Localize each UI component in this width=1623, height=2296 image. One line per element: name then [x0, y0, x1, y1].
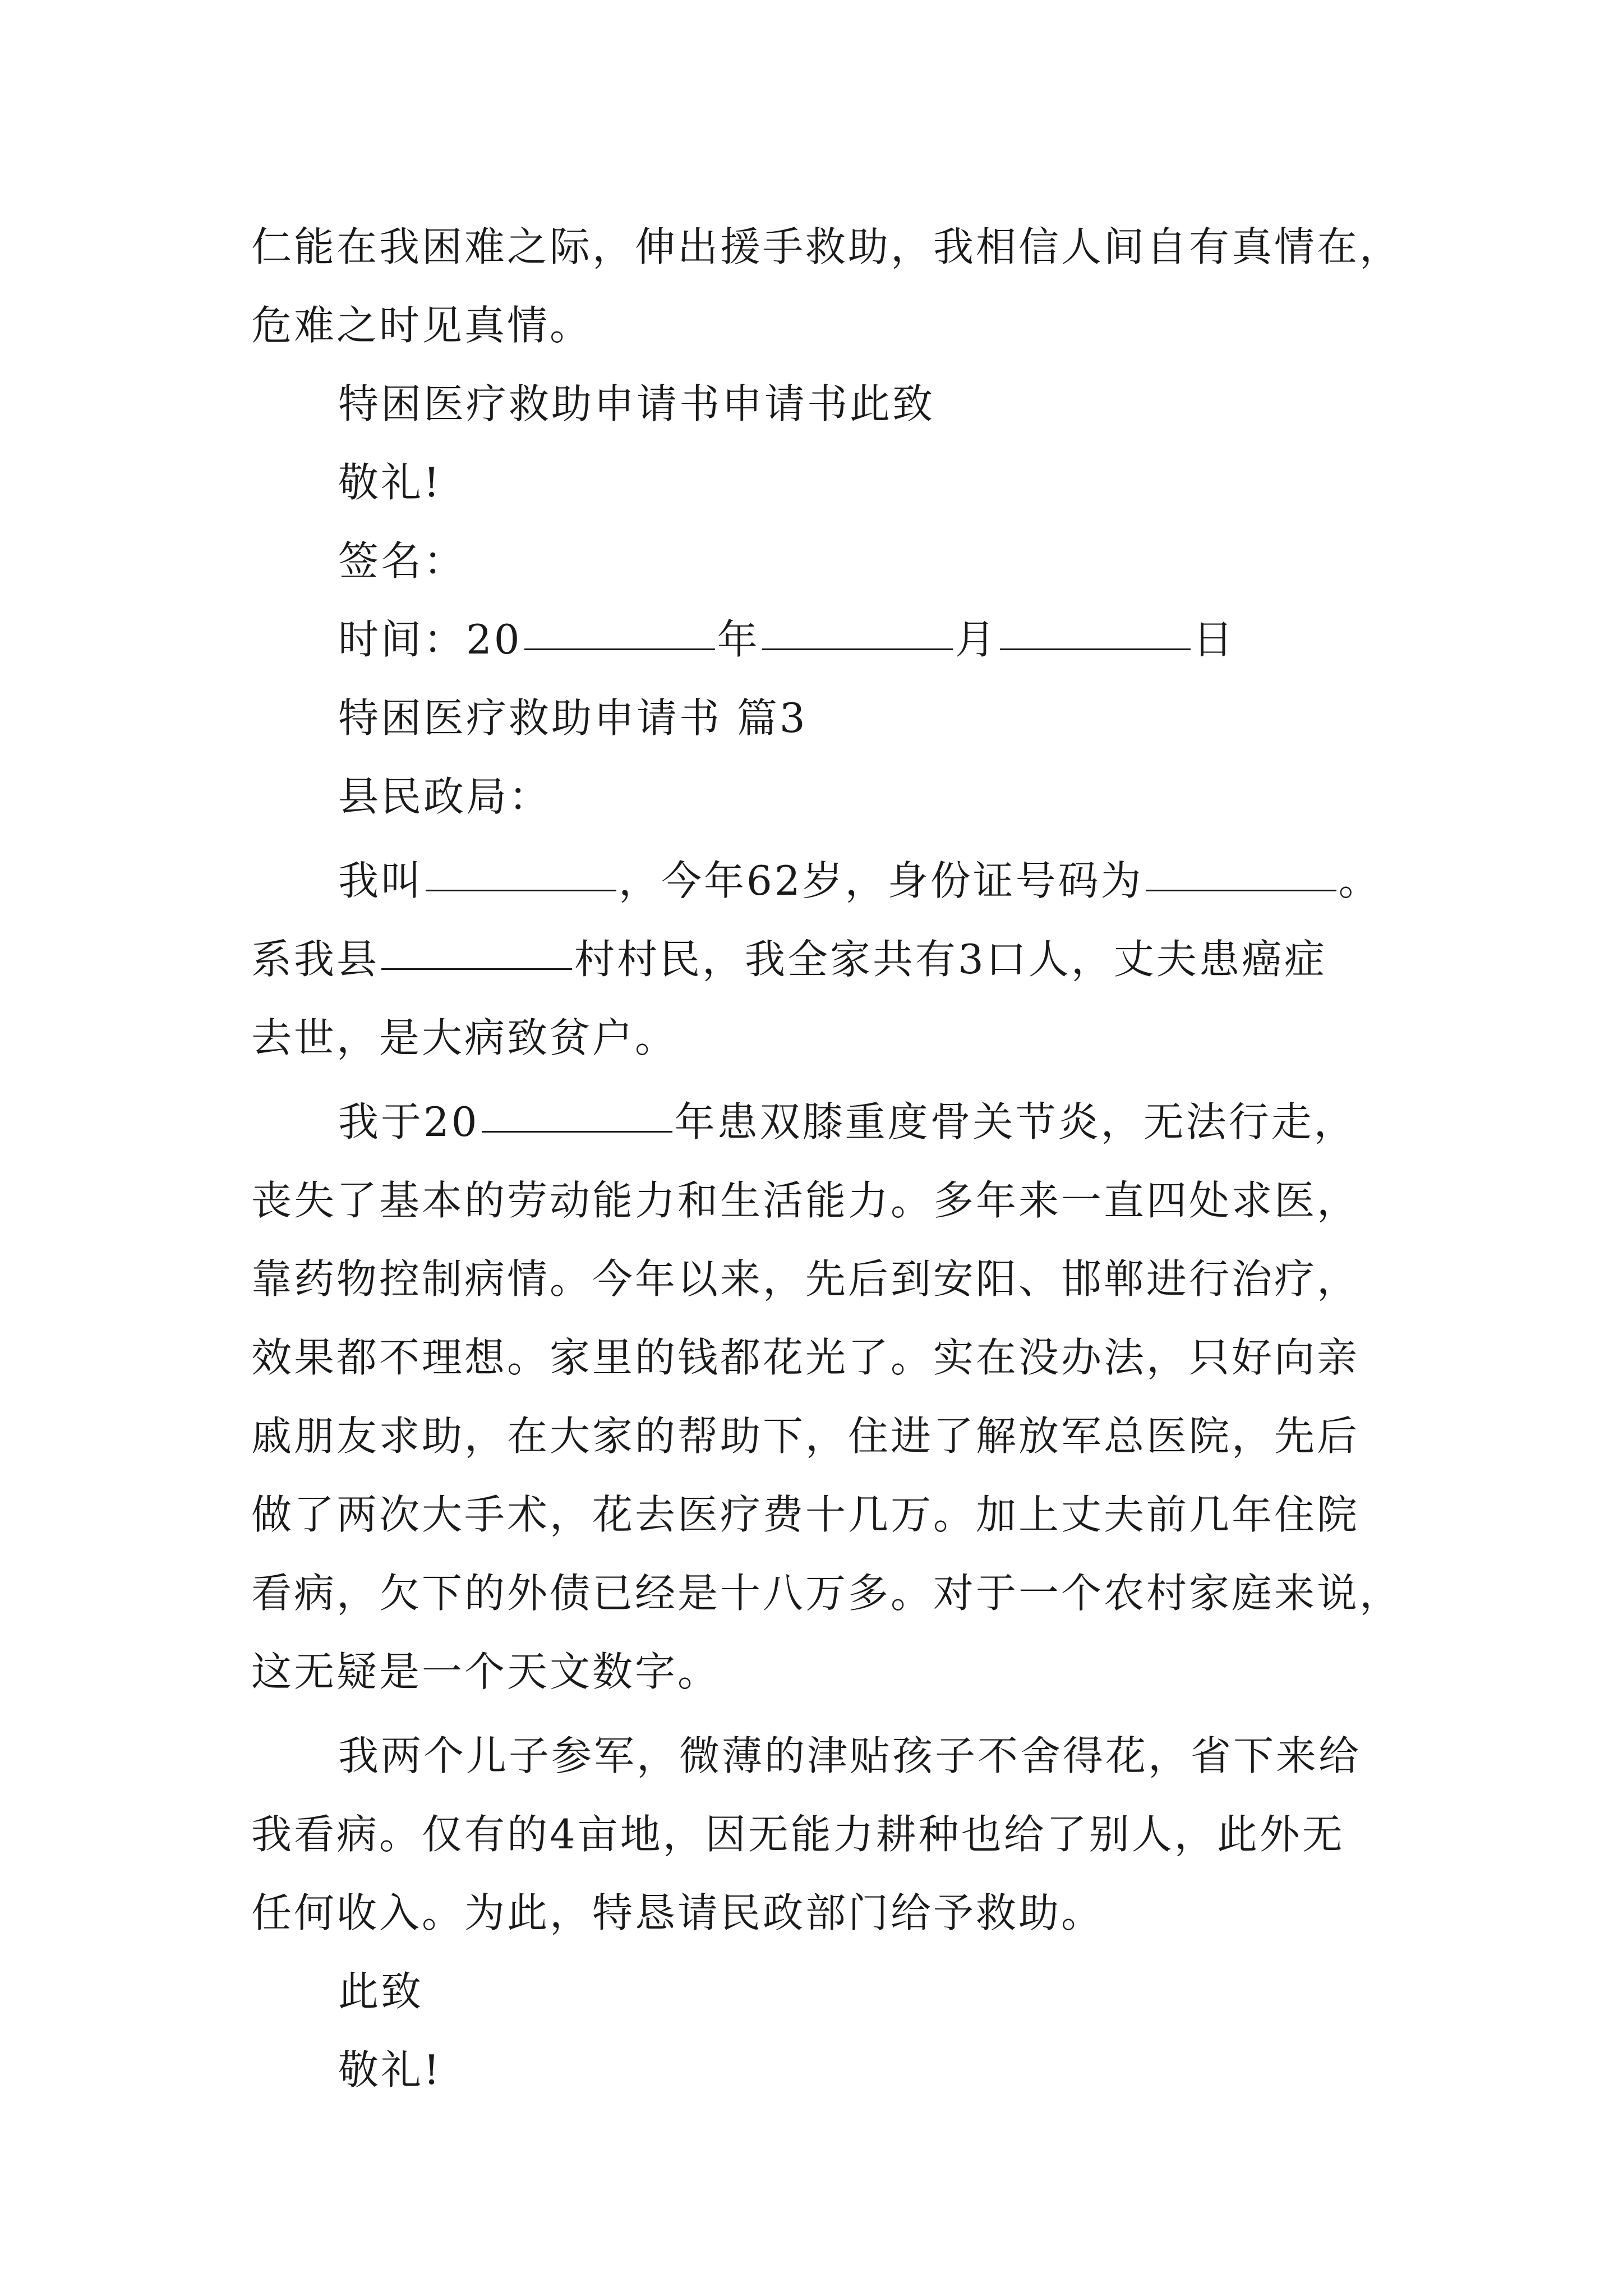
text-segment: 戚朋友求助，在大家的帮助下，住进了解放军总医院，先后 [251, 1412, 1360, 1460]
fill-in-blank [524, 608, 715, 650]
text-segment: 做了两次大手术，花去医疗费十几万。加上丈夫前几年住院 [251, 1491, 1360, 1538]
text-line [251, 208, 1623, 286]
text-line [338, 841, 1623, 920]
text-segment: 危难之时见真情。 [251, 302, 593, 349]
fill-in-blank [426, 849, 616, 891]
text-line [251, 1161, 1623, 1240]
text-segment: 看病，欠下的外债已经是十八万多。对于一个农村家庭来说， [251, 1570, 1403, 1617]
fill-in-blank [1000, 608, 1191, 650]
text-segment: 签名： [338, 537, 467, 585]
text-segment: 我两个儿子参军，微薄的津贴孩子不舍得花，省下来给 [338, 1732, 1362, 1779]
text-line [251, 920, 1623, 999]
text-segment: 特困医疗救助申请书申请书此致 [338, 380, 935, 427]
fill-in-blank [381, 928, 572, 970]
text-segment: 村村民，我全家共有3口人，丈夫患癌症 [574, 936, 1327, 983]
text-line [251, 1874, 1623, 1952]
text-line [251, 1554, 1623, 1632]
text-line [251, 286, 1623, 365]
text-segment: 我于20 [338, 1098, 479, 1145]
text-segment: 。 [1338, 857, 1381, 904]
text-segment: 此致 [338, 1968, 424, 2015]
text-line [251, 999, 1623, 1077]
text-line [251, 1240, 1623, 1318]
text-segment: 任何收入。为此，特恳请民政部门给予救助。 [251, 1889, 1104, 1936]
text-line [338, 679, 1623, 757]
text-line [338, 757, 1623, 836]
text-line [251, 1318, 1623, 1397]
text-segment: 日 [1192, 616, 1235, 663]
text-segment: 仁能在我困难之际，伸出援手救助，我相信人间自有真情在， [251, 223, 1403, 270]
text-segment: 我看病。仅有的4亩地，因无能力耕种也给了别人，此外无 [251, 1811, 1345, 1858]
text-line [338, 1083, 1623, 1161]
text-segment: 县民政局： [338, 773, 552, 820]
text-segment: 年患双膝重度骨关节炎，无法行走， [674, 1098, 1357, 1145]
text-line [338, 600, 1623, 679]
text-line [338, 443, 1623, 522]
text-line [338, 1952, 1623, 2031]
text-segment: 敬礼! [338, 2046, 442, 2093]
text-segment: 敬礼! [338, 459, 442, 506]
fill-in-blank [1146, 849, 1336, 891]
fill-in-blank [762, 608, 953, 650]
text-segment: 去世，是大病致贫户。 [251, 1014, 678, 1061]
text-segment: 系我县 [251, 936, 380, 983]
text-segment: 效果都不理想。家里的钱都花光了。实在没办法，只好向亲 [251, 1334, 1360, 1381]
text-segment: 丧失了基本的劳动能力和生活能力。多年来一直四处求医， [251, 1177, 1360, 1224]
text-segment: 特困医疗救助申请书 篇3 [338, 694, 808, 742]
fill-in-blank [482, 1091, 672, 1133]
text-segment: 月 [955, 616, 998, 663]
text-line [251, 1397, 1623, 1475]
text-line [251, 1795, 1623, 1874]
text-line [338, 365, 1623, 443]
text-segment: 靠药物控制病情。今年以来，先后到安阳、邯郸进行治疗， [251, 1255, 1360, 1303]
text-segment: 这无疑是一个天文数字。 [251, 1648, 721, 1695]
text-segment: 我叫 [338, 857, 424, 904]
text-segment: 年 [717, 616, 760, 663]
text-line [251, 1475, 1623, 1554]
text-line [338, 522, 1623, 600]
text-line [338, 1717, 1623, 1795]
text-line [251, 1632, 1623, 1711]
text-segment: ，今年62岁，身份证号码为 [619, 857, 1144, 904]
text-segment: 时间：20 [338, 616, 522, 663]
text-line [338, 2031, 1623, 2109]
